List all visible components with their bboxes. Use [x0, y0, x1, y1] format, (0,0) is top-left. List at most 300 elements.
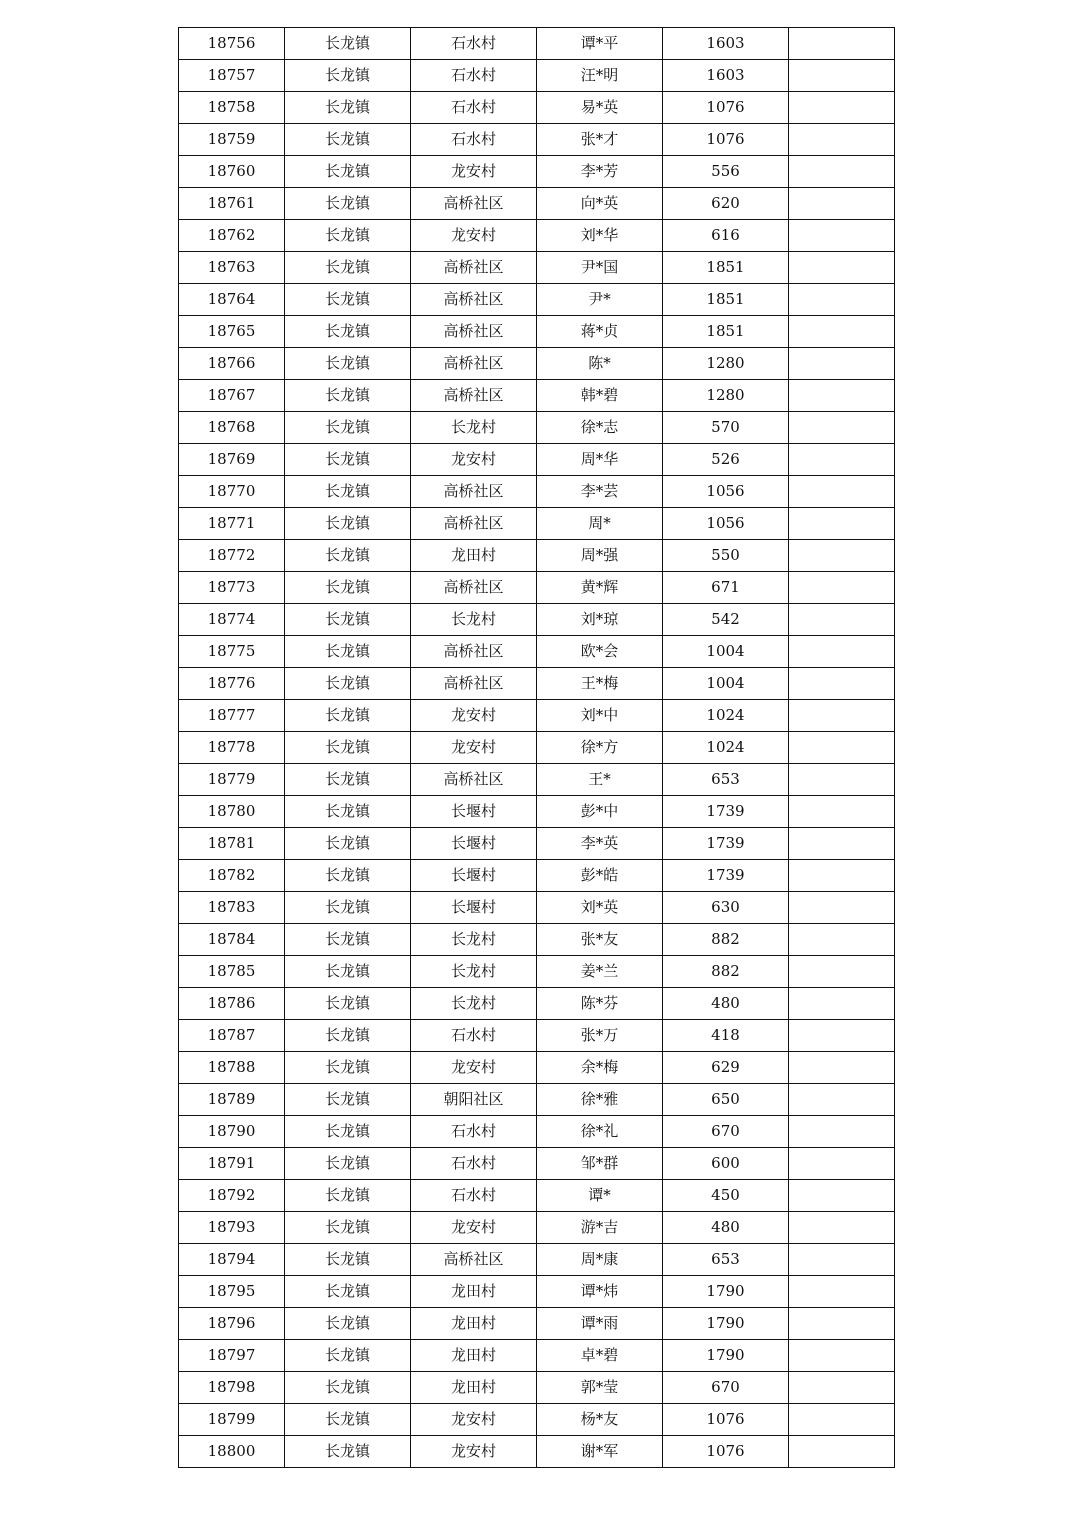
note-cell	[789, 1020, 895, 1052]
amount-cell: 1790	[663, 1276, 789, 1308]
amount-cell: 671	[663, 572, 789, 604]
name-cell: 杨*友	[537, 1404, 663, 1436]
amount-cell: 570	[663, 412, 789, 444]
town-cell: 长龙镇	[285, 252, 411, 284]
village-cell: 朝阳社区	[411, 1084, 537, 1116]
name-cell: 余*梅	[537, 1052, 663, 1084]
note-cell	[789, 572, 895, 604]
note-cell	[789, 732, 895, 764]
amount-cell: 550	[663, 540, 789, 572]
table-row	[179, 412, 895, 444]
name-cell: 李*英	[537, 828, 663, 860]
note-cell	[789, 220, 895, 252]
village-cell: 高桥社区	[411, 1244, 537, 1276]
village-cell: 高桥社区	[411, 252, 537, 284]
record-id-cell: 18758	[179, 92, 285, 124]
town-cell: 长龙镇	[285, 476, 411, 508]
amount-cell: 1024	[663, 732, 789, 764]
note-cell	[789, 540, 895, 572]
table-row	[179, 764, 895, 796]
name-cell: 刘*中	[537, 700, 663, 732]
amount-cell: 1603	[663, 60, 789, 92]
town-cell: 长龙镇	[285, 860, 411, 892]
record-id-cell: 18796	[179, 1308, 285, 1340]
village-cell: 龙安村	[411, 700, 537, 732]
village-cell: 龙安村	[411, 1404, 537, 1436]
amount-cell: 1603	[663, 28, 789, 60]
town-cell: 长龙镇	[285, 284, 411, 316]
record-id-cell: 18787	[179, 1020, 285, 1052]
note-cell	[789, 1212, 895, 1244]
village-cell: 龙安村	[411, 444, 537, 476]
table-row	[179, 188, 895, 220]
name-cell: 黄*辉	[537, 572, 663, 604]
town-cell: 长龙镇	[285, 60, 411, 92]
town-cell: 长龙镇	[285, 1244, 411, 1276]
village-cell: 高桥社区	[411, 764, 537, 796]
town-cell: 长龙镇	[285, 732, 411, 764]
town-cell: 长龙镇	[285, 412, 411, 444]
village-cell: 高桥社区	[411, 188, 537, 220]
table-row	[179, 860, 895, 892]
name-cell: 周*	[537, 508, 663, 540]
table-row	[179, 956, 895, 988]
name-cell: 卓*碧	[537, 1340, 663, 1372]
village-cell: 龙安村	[411, 1436, 537, 1468]
note-cell	[789, 764, 895, 796]
village-cell: 石水村	[411, 1148, 537, 1180]
note-cell	[789, 252, 895, 284]
village-cell: 石水村	[411, 1020, 537, 1052]
village-cell: 长堰村	[411, 892, 537, 924]
amount-cell: 629	[663, 1052, 789, 1084]
name-cell: 尹*国	[537, 252, 663, 284]
record-id-cell: 18800	[179, 1436, 285, 1468]
town-cell: 长龙镇	[285, 1212, 411, 1244]
town-cell: 长龙镇	[285, 1052, 411, 1084]
record-id-cell: 18791	[179, 1148, 285, 1180]
note-cell	[789, 1180, 895, 1212]
amount-cell: 1280	[663, 380, 789, 412]
amount-cell: 1851	[663, 284, 789, 316]
table-row	[179, 220, 895, 252]
table-row	[179, 348, 895, 380]
name-cell: 邹*群	[537, 1148, 663, 1180]
name-cell: 谭*	[537, 1180, 663, 1212]
amount-cell: 650	[663, 1084, 789, 1116]
note-cell	[789, 508, 895, 540]
village-cell: 高桥社区	[411, 380, 537, 412]
record-id-cell: 18778	[179, 732, 285, 764]
amount-cell: 1790	[663, 1340, 789, 1372]
record-id-cell: 18797	[179, 1340, 285, 1372]
amount-cell: 600	[663, 1148, 789, 1180]
village-cell: 高桥社区	[411, 636, 537, 668]
amount-cell: 480	[663, 988, 789, 1020]
table-row	[179, 732, 895, 764]
town-cell: 长龙镇	[285, 1276, 411, 1308]
town-cell: 长龙镇	[285, 892, 411, 924]
record-id-cell: 18788	[179, 1052, 285, 1084]
note-cell	[789, 60, 895, 92]
amount-cell: 542	[663, 604, 789, 636]
name-cell: 徐*雅	[537, 1084, 663, 1116]
table-row	[179, 1308, 895, 1340]
record-id-cell: 18773	[179, 572, 285, 604]
table-row	[179, 1052, 895, 1084]
amount-cell: 1056	[663, 508, 789, 540]
name-cell: 谭*雨	[537, 1308, 663, 1340]
town-cell: 长龙镇	[285, 796, 411, 828]
town-cell: 长龙镇	[285, 764, 411, 796]
amount-cell: 1076	[663, 1436, 789, 1468]
note-cell	[789, 284, 895, 316]
amount-cell: 1739	[663, 796, 789, 828]
town-cell: 长龙镇	[285, 124, 411, 156]
name-cell: 谭*炜	[537, 1276, 663, 1308]
record-id-cell: 18777	[179, 700, 285, 732]
table-row	[179, 1276, 895, 1308]
name-cell: 向*英	[537, 188, 663, 220]
village-cell: 龙安村	[411, 732, 537, 764]
record-id-cell: 18765	[179, 316, 285, 348]
town-cell: 长龙镇	[285, 188, 411, 220]
note-cell	[789, 1404, 895, 1436]
town-cell: 长龙镇	[285, 828, 411, 860]
table-row	[179, 636, 895, 668]
village-cell: 龙安村	[411, 220, 537, 252]
record-id-cell: 18775	[179, 636, 285, 668]
town-cell: 长龙镇	[285, 1116, 411, 1148]
table-row	[179, 1340, 895, 1372]
record-id-cell: 18770	[179, 476, 285, 508]
town-cell: 长龙镇	[285, 924, 411, 956]
record-id-cell: 18760	[179, 156, 285, 188]
record-id-cell: 18786	[179, 988, 285, 1020]
name-cell: 刘*英	[537, 892, 663, 924]
name-cell: 陈*	[537, 348, 663, 380]
village-cell: 石水村	[411, 1180, 537, 1212]
name-cell: 刘*华	[537, 220, 663, 252]
record-id-cell: 18795	[179, 1276, 285, 1308]
record-id-cell: 18768	[179, 412, 285, 444]
name-cell: 王*	[537, 764, 663, 796]
village-cell: 龙田村	[411, 1340, 537, 1372]
table-row	[179, 892, 895, 924]
table-row	[179, 700, 895, 732]
note-cell	[789, 476, 895, 508]
town-cell: 长龙镇	[285, 156, 411, 188]
village-cell: 石水村	[411, 1116, 537, 1148]
note-cell	[789, 1116, 895, 1148]
note-cell	[789, 188, 895, 220]
town-cell: 长龙镇	[285, 636, 411, 668]
village-cell: 高桥社区	[411, 668, 537, 700]
name-cell: 彭*皓	[537, 860, 663, 892]
table-row	[179, 124, 895, 156]
name-cell: 李*芸	[537, 476, 663, 508]
record-id-cell: 18756	[179, 28, 285, 60]
note-cell	[789, 828, 895, 860]
note-cell	[789, 28, 895, 60]
amount-cell: 480	[663, 1212, 789, 1244]
village-cell: 龙安村	[411, 156, 537, 188]
amount-cell: 1004	[663, 636, 789, 668]
table-row	[179, 924, 895, 956]
record-id-cell: 18771	[179, 508, 285, 540]
record-id-cell: 18793	[179, 1212, 285, 1244]
village-cell: 高桥社区	[411, 284, 537, 316]
note-cell	[789, 988, 895, 1020]
town-cell: 长龙镇	[285, 508, 411, 540]
record-id-cell: 18785	[179, 956, 285, 988]
record-id-cell: 18763	[179, 252, 285, 284]
name-cell: 徐*志	[537, 412, 663, 444]
town-cell: 长龙镇	[285, 1372, 411, 1404]
name-cell: 游*吉	[537, 1212, 663, 1244]
record-id-cell: 18792	[179, 1180, 285, 1212]
name-cell: 谢*军	[537, 1436, 663, 1468]
village-cell: 石水村	[411, 124, 537, 156]
village-cell: 高桥社区	[411, 348, 537, 380]
record-id-cell: 18766	[179, 348, 285, 380]
name-cell: 欧*会	[537, 636, 663, 668]
record-id-cell: 18772	[179, 540, 285, 572]
table-row	[179, 1436, 895, 1468]
town-cell: 长龙镇	[285, 316, 411, 348]
amount-cell: 1851	[663, 316, 789, 348]
record-id-cell: 18782	[179, 860, 285, 892]
amount-cell: 653	[663, 1244, 789, 1276]
amount-cell: 556	[663, 156, 789, 188]
record-id-cell: 18769	[179, 444, 285, 476]
note-cell	[789, 1372, 895, 1404]
table-row	[179, 1116, 895, 1148]
table-row	[179, 1372, 895, 1404]
village-cell: 石水村	[411, 60, 537, 92]
roster-sheet	[178, 27, 894, 1468]
name-cell: 徐*礼	[537, 1116, 663, 1148]
town-cell: 长龙镇	[285, 1020, 411, 1052]
town-cell: 长龙镇	[285, 1436, 411, 1468]
table-row	[179, 796, 895, 828]
record-id-cell: 18790	[179, 1116, 285, 1148]
table-row	[179, 572, 895, 604]
table-row	[179, 1020, 895, 1052]
village-cell: 龙田村	[411, 1308, 537, 1340]
amount-cell: 1280	[663, 348, 789, 380]
name-cell: 易*英	[537, 92, 663, 124]
name-cell: 谭*平	[537, 28, 663, 60]
record-id-cell: 18789	[179, 1084, 285, 1116]
town-cell: 长龙镇	[285, 1308, 411, 1340]
table-row	[179, 540, 895, 572]
village-cell: 长龙村	[411, 604, 537, 636]
table-row	[179, 604, 895, 636]
table-row	[179, 252, 895, 284]
town-cell: 长龙镇	[285, 220, 411, 252]
note-cell	[789, 1436, 895, 1468]
name-cell: 张*友	[537, 924, 663, 956]
note-cell	[789, 700, 895, 732]
record-id-cell: 18762	[179, 220, 285, 252]
amount-cell: 1790	[663, 1308, 789, 1340]
village-cell: 龙安村	[411, 1052, 537, 1084]
record-id-cell: 18761	[179, 188, 285, 220]
note-cell	[789, 124, 895, 156]
village-cell: 长龙村	[411, 924, 537, 956]
note-cell	[789, 956, 895, 988]
name-cell: 李*芳	[537, 156, 663, 188]
roster-table	[178, 27, 895, 1468]
table-row	[179, 284, 895, 316]
name-cell: 郭*莹	[537, 1372, 663, 1404]
note-cell	[789, 380, 895, 412]
town-cell: 长龙镇	[285, 92, 411, 124]
table-row	[179, 444, 895, 476]
town-cell: 长龙镇	[285, 988, 411, 1020]
amount-cell: 670	[663, 1116, 789, 1148]
village-cell: 长堰村	[411, 860, 537, 892]
name-cell: 刘*琼	[537, 604, 663, 636]
record-id-cell: 18784	[179, 924, 285, 956]
village-cell: 长堰村	[411, 828, 537, 860]
record-id-cell: 18780	[179, 796, 285, 828]
town-cell: 长龙镇	[285, 572, 411, 604]
note-cell	[789, 1052, 895, 1084]
note-cell	[789, 796, 895, 828]
note-cell	[789, 636, 895, 668]
amount-cell: 882	[663, 956, 789, 988]
record-id-cell: 18757	[179, 60, 285, 92]
table-row	[179, 668, 895, 700]
amount-cell: 1056	[663, 476, 789, 508]
note-cell	[789, 156, 895, 188]
amount-cell: 1739	[663, 828, 789, 860]
village-cell: 高桥社区	[411, 476, 537, 508]
record-id-cell: 18794	[179, 1244, 285, 1276]
table-row	[179, 988, 895, 1020]
town-cell: 长龙镇	[285, 956, 411, 988]
note-cell	[789, 444, 895, 476]
name-cell: 姜*兰	[537, 956, 663, 988]
record-id-cell: 18767	[179, 380, 285, 412]
amount-cell: 630	[663, 892, 789, 924]
table-row	[179, 28, 895, 60]
name-cell: 尹*	[537, 284, 663, 316]
table-row	[179, 316, 895, 348]
table-row	[179, 92, 895, 124]
note-cell	[789, 924, 895, 956]
table-row	[179, 476, 895, 508]
note-cell	[789, 892, 895, 924]
name-cell: 汪*明	[537, 60, 663, 92]
village-cell: 石水村	[411, 28, 537, 60]
name-cell: 王*梅	[537, 668, 663, 700]
table-row	[179, 1244, 895, 1276]
town-cell: 长龙镇	[285, 540, 411, 572]
village-cell: 长龙村	[411, 988, 537, 1020]
amount-cell: 1851	[663, 252, 789, 284]
amount-cell: 670	[663, 1372, 789, 1404]
amount-cell: 620	[663, 188, 789, 220]
amount-cell: 1076	[663, 92, 789, 124]
town-cell: 长龙镇	[285, 1404, 411, 1436]
village-cell: 长堰村	[411, 796, 537, 828]
name-cell: 张*万	[537, 1020, 663, 1052]
table-row	[179, 156, 895, 188]
name-cell: 周*康	[537, 1244, 663, 1276]
note-cell	[789, 604, 895, 636]
town-cell: 长龙镇	[285, 604, 411, 636]
record-id-cell: 18798	[179, 1372, 285, 1404]
name-cell: 徐*方	[537, 732, 663, 764]
town-cell: 长龙镇	[285, 1148, 411, 1180]
table-row	[179, 1180, 895, 1212]
name-cell: 彭*中	[537, 796, 663, 828]
amount-cell: 1076	[663, 124, 789, 156]
town-cell: 长龙镇	[285, 700, 411, 732]
town-cell: 长龙镇	[285, 348, 411, 380]
village-cell: 龙田村	[411, 540, 537, 572]
town-cell: 长龙镇	[285, 668, 411, 700]
amount-cell: 882	[663, 924, 789, 956]
village-cell: 龙田村	[411, 1276, 537, 1308]
record-id-cell: 18774	[179, 604, 285, 636]
amount-cell: 450	[663, 1180, 789, 1212]
name-cell: 周*华	[537, 444, 663, 476]
village-cell: 长龙村	[411, 412, 537, 444]
table-row	[179, 1404, 895, 1436]
note-cell	[789, 1084, 895, 1116]
note-cell	[789, 1308, 895, 1340]
town-cell: 长龙镇	[285, 444, 411, 476]
town-cell: 长龙镇	[285, 380, 411, 412]
village-cell: 长龙村	[411, 956, 537, 988]
table-row	[179, 380, 895, 412]
amount-cell: 418	[663, 1020, 789, 1052]
record-id-cell: 18779	[179, 764, 285, 796]
village-cell: 高桥社区	[411, 572, 537, 604]
roster-table-body	[179, 28, 895, 1468]
record-id-cell: 18781	[179, 828, 285, 860]
town-cell: 长龙镇	[285, 28, 411, 60]
record-id-cell: 18776	[179, 668, 285, 700]
note-cell	[789, 1276, 895, 1308]
table-row	[179, 1212, 895, 1244]
town-cell: 长龙镇	[285, 1084, 411, 1116]
amount-cell: 653	[663, 764, 789, 796]
village-cell: 高桥社区	[411, 316, 537, 348]
name-cell: 张*才	[537, 124, 663, 156]
note-cell	[789, 92, 895, 124]
village-cell: 石水村	[411, 92, 537, 124]
note-cell	[789, 316, 895, 348]
note-cell	[789, 1340, 895, 1372]
record-id-cell: 18764	[179, 284, 285, 316]
note-cell	[789, 668, 895, 700]
record-id-cell: 18799	[179, 1404, 285, 1436]
amount-cell: 1004	[663, 668, 789, 700]
record-id-cell: 18783	[179, 892, 285, 924]
village-cell: 龙安村	[411, 1212, 537, 1244]
name-cell: 陈*芬	[537, 988, 663, 1020]
table-row	[179, 508, 895, 540]
note-cell	[789, 1244, 895, 1276]
name-cell: 韩*碧	[537, 380, 663, 412]
town-cell: 长龙镇	[285, 1340, 411, 1372]
table-row	[179, 1148, 895, 1180]
